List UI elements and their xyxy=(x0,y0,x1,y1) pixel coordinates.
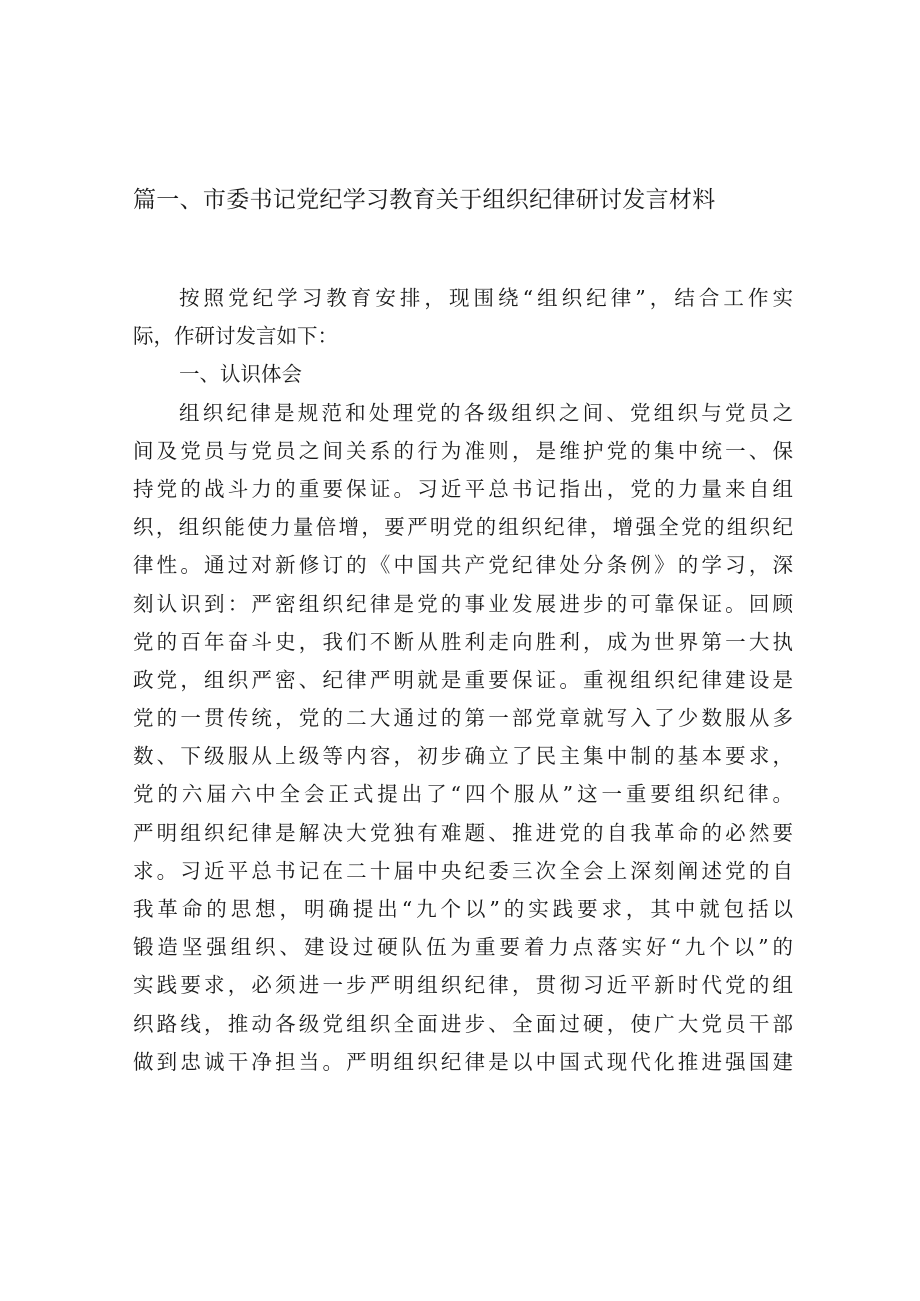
intro-line: 按照党纪学习教育安排，现围绕“组织纪律”，结合工作实 xyxy=(179,286,793,310)
paragraph-line: 间及党员与党员之间关系的行为准则，是维护党的集中统一、保 xyxy=(133,438,793,463)
document-body xyxy=(133,279,793,1081)
document-title: 篇一、市委书记党纪学习教育关于组织纪律研讨发言材料 xyxy=(133,187,716,213)
paragraph-line: 求。习近平总书记在二十届中央纪委三次全会上深刻阐述党的自 xyxy=(133,858,793,883)
paragraph-line: 刻认识到：严密组织纪律是党的事业发展进步的可靠保证。回顾 xyxy=(133,591,793,616)
paragraph-line: 织，组织能使力量倍增，要严明党的组织纪律，增强全党的组织纪 xyxy=(133,515,793,540)
paragraph-line: 做到忠诚干净担当。严明组织纪律是以中国式现代化推进强国建 xyxy=(133,1049,793,1074)
paragraph-line: 党的六届六中全会正式提出了“四个服从”这一重要组织纪律。 xyxy=(133,782,793,807)
paragraph-line: 我革命的思想，明确提出“九个以”的实践要求，其中就包括以 xyxy=(133,897,793,921)
paragraph-line: 持党的战斗力的重要保证。习近平总书记指出，党的力量来自组 xyxy=(133,476,793,501)
paragraph-line: 组织纪律是规范和处理党的各级组织之间、党组织与党员之 xyxy=(179,400,793,425)
intro-line: 际，作研讨发言如下： xyxy=(133,324,338,349)
paragraph-line: 党的百年奋斗史，我们不断从胜利走向胜利，成为世界第一大执 xyxy=(133,629,793,654)
paragraph-line: 党的一贯传统，党的二大通过的第一部党章就写入了少数服从多 xyxy=(133,706,793,731)
paragraph-line: 政党，组织严密、纪律严明就是重要保证。重视组织纪律建设是 xyxy=(133,667,793,692)
paragraph-line: 律性。通过对新修订的《中国共产党纪律处分条例》的学习，深 xyxy=(133,553,793,578)
paragraph-line: 实践要求，必须进一步严明组织纪律，贯彻习近平新时代党的组 xyxy=(133,973,793,998)
paragraph-line: 织路线，推动各级党组织全面进步、全面过硬，使广大党员干部 xyxy=(133,1011,793,1036)
section-heading: 一、认识体会 xyxy=(179,362,302,387)
paragraph-line: 锻造坚强组织、建设过硬队伍为重要着力点落实好“九个以”的 xyxy=(133,935,793,960)
paragraph-line: 数、下级服从上级等内容，初步确立了民主集中制的基本要求， xyxy=(133,744,793,769)
paragraph-line: 严明组织纪律是解决大党独有难题、推进党的自我革命的必然要 xyxy=(133,820,793,845)
